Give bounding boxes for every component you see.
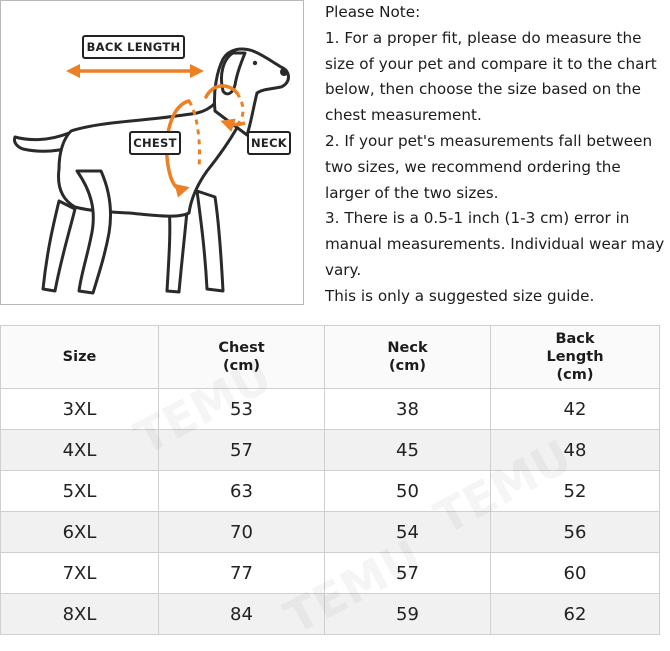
note-item-2: 2. If your pet's measurements fall between two sizes, we recommend ordering the larger of the two sizes. [325,131,653,202]
header-chest-line1: Chest [218,340,265,356]
table-row [1,553,660,594]
cell-neck: 54 [325,512,491,553]
cell-chest: 70 [159,512,325,553]
cell-back-length: 42 [491,389,660,430]
header-size [1,326,159,389]
cell-back-length: 60 [491,553,660,594]
cell-back-length: 48 [491,430,660,471]
header-neck [325,326,491,389]
note-heading: Please Note: [325,3,421,21]
cell-back-length: 52 [491,471,660,512]
cell-back-length: 62 [491,594,660,635]
table-row [1,471,660,512]
cell-neck: 45 [325,430,491,471]
cell-neck: 38 [325,389,491,430]
table-row [1,389,660,430]
cell-neck: 50 [325,471,491,512]
note-item-3: 3. There is a 0.5-1 inch (1-3 cm) error in manual measurements. Individual wear may vary. [325,209,665,279]
header-back-line3: (cm) [556,367,594,383]
cell-size: 4XL [1,430,159,471]
header-back-line1: Back [555,331,595,347]
neck-label: NECK [247,131,291,155]
header-chest [159,326,325,389]
cell-neck: 59 [325,594,491,635]
cell-size: 5XL [1,471,159,512]
cell-chest: 53 [159,389,325,430]
cell-chest: 57 [159,430,325,471]
back-length-label: BACK LENGTH [82,35,185,59]
cell-size: 8XL [1,594,159,635]
cell-chest: 77 [159,553,325,594]
note-footer: This is only a suggested size guide. [325,286,595,305]
chest-label: CHEST [129,131,181,155]
cell-size: 6XL [1,512,159,553]
table-header-row [1,326,660,389]
size-note [325,0,665,310]
header-chest-line2: (cm) [223,358,260,374]
table-row [1,512,660,553]
cell-chest: 63 [159,471,325,512]
size-chart-table [0,325,660,635]
header-back-length [491,326,660,389]
table-row [1,430,660,471]
header-neck-line2: (cm) [389,358,426,374]
table-row [1,594,660,635]
header-size-line1: Size [62,349,97,365]
header-neck-line1: Neck [387,340,428,356]
cell-size: 7XL [1,553,159,594]
header-back-line2: Length [546,349,604,365]
cell-back-length: 56 [491,512,660,553]
cell-chest: 84 [159,594,325,635]
cell-neck: 57 [325,553,491,594]
note-item-1: 1. For a proper fit, please do measure the size of your pet and compare it to the chart below, then choose the size based on the chest measurement. [325,28,657,125]
cell-size: 3XL [1,389,159,430]
dog-measurement-illustration [0,0,304,305]
